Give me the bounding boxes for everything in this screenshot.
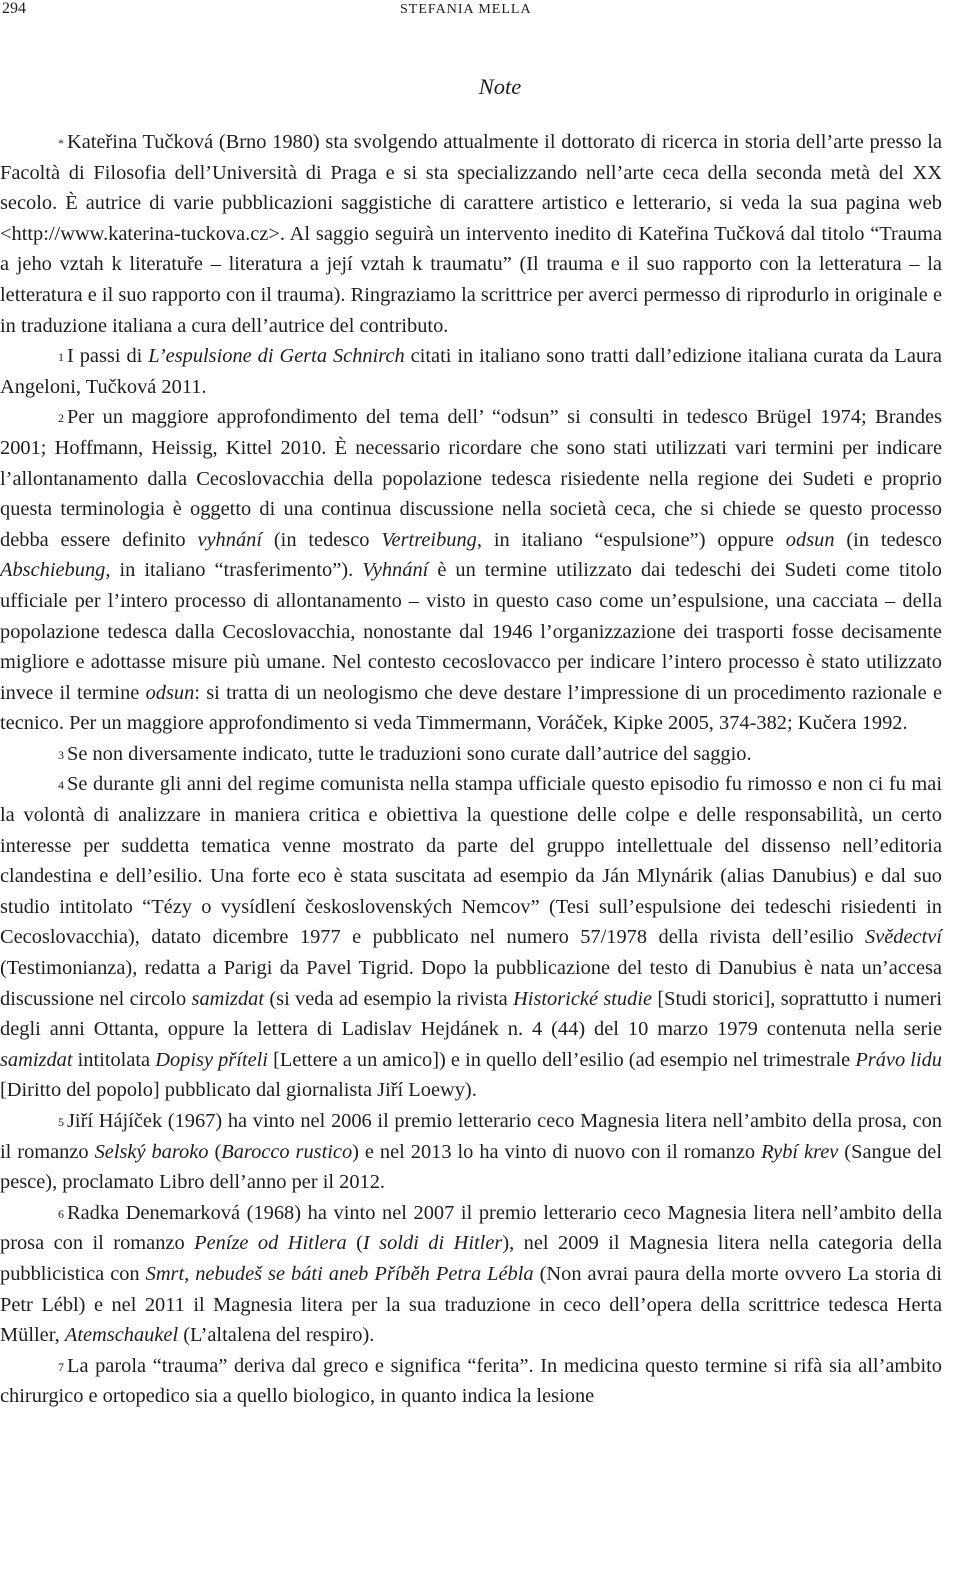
footnote-star	[0, 127, 942, 341]
footnote-mark: 2	[58, 411, 64, 426]
running-head: STEFANIA MELLA	[400, 2, 532, 17]
note-text: (in tedesco	[262, 528, 382, 551]
footnote-mark: 4	[58, 778, 64, 793]
note-text: (Testimonianza), redatta a Parigi da Pavel Tigrid. Dopo la pubblicazione del testo di Danubius è nata un’accesa discussione nel circolo	[0, 957, 942, 1010]
note-italic: L’espulsione di Gerta Schnirch	[148, 345, 405, 368]
note-italic: Selský baroko	[94, 1140, 209, 1163]
note-text: [Studi storici], soprattutto i numeri degli anni Ottanta, oppure la lettera di Ladislav Hejdánek n. 4 (44) del 10 marzo 1979 contenuta nella serie	[0, 987, 942, 1041]
note-text: intitolata	[72, 1048, 156, 1071]
note-italic: Smrt, nebudeš se báti aneb Příběh Petra Lébla	[145, 1262, 534, 1285]
note-italic: Právo lidu	[855, 1048, 942, 1071]
footnote-5	[0, 1106, 942, 1198]
note-text: citati in italiano sono tratti dall’edizione italiana curata da Laura Angeloni, Tučková 2011.	[0, 345, 942, 398]
note-italic: Dopisy příteli	[155, 1048, 268, 1071]
note-text: (Non avrai paura della morte ovvero La storia di Petr Lébl) e nel 2011 il Magnesia litera per la sua traduzione in ceco dell’opera della scrittrice tedesca Herta Müller,	[0, 1262, 942, 1347]
note-text: ) e nel 2013 lo ha vinto di nuovo con il romanzo	[352, 1140, 762, 1163]
note-text: : si tratta di un neologismo che deve destare l’impressione di un procedimento razionale e tecnico. Per un maggiore approfondimento si veda Timmermann, Voráček, Kipke 2005, 374-382; Kučera 1992.	[0, 681, 942, 735]
footnote-mark: 7	[58, 1359, 64, 1374]
note-text: (Sangue del pesce), proclamato Libro dell’anno per il 2012.	[0, 1140, 942, 1194]
note-text: Radka Denemarková (1968) ha vinto nel 2007 il premio letterario ceco Magnesia litera nell’ambito della prosa con il romanzo	[0, 1201, 942, 1255]
note-text: (L’altalena del respiro).	[178, 1324, 375, 1347]
note-text: Kateřina Tučková (Brno 1980) sta svolgendo attualmente il dottorato di ricerca in storia dell’arte presso la Facoltà di Filosofia dell’Università di Praga e si sta specializzando nell’arte ceca della seconda metà del XX secolo. È autrice di varie pubblicazioni saggistiche di carattere artistico e letterario, si veda la sua pagina web <http://www.katerina-tuckova.cz>. Al saggio seguirà un intervento inedito di Kateřina Tučková dal titolo “Trauma a jeho vztah k literatuře – literatura a její vztah k traumatu” (Il trauma e il suo rapporto con la letteratura – la letteratura e il suo rapporto con il trauma). Ringraziamo la scrittrice per averci permesso di riprodurlo in originale e in traduzione italiana a cura dell’autrice del contributo.	[0, 131, 942, 337]
footnote-mark: 6	[58, 1206, 64, 1221]
footnote-mark: 5	[58, 1115, 64, 1129]
footnote-3	[0, 739, 942, 770]
footnote-mark: *	[58, 136, 64, 150]
page-number: 294	[2, 0, 26, 17]
note-italic: Svědectví	[865, 926, 942, 949]
note-text: (in tedesco	[834, 528, 942, 551]
note-italic: Barocco rustico	[221, 1140, 353, 1163]
footnotes	[0, 127, 942, 1412]
footnote-1	[0, 341, 942, 402]
note-italic: Atemschaukel	[64, 1324, 179, 1347]
note-text: ), nel 2009 il Magnesia litera nella categoria della pubblicistica con	[0, 1232, 942, 1285]
note-text: [Lettere a un amico]) e in quello dell’esilio (ad esempio nel trimestrale	[267, 1048, 856, 1071]
footnote-4	[0, 769, 942, 1106]
note-italic: Historické studie	[513, 987, 653, 1010]
note-text: (	[346, 1232, 363, 1255]
section-title: Note	[478, 74, 522, 99]
footnote-7	[0, 1351, 942, 1412]
note-text: Jiří Hájíček (1967) ha vinto nel 2006 il premio letterario ceco Magnesia litera nell’ambito della prosa, con il romanzo	[0, 1110, 942, 1163]
note-text: , in italiano “espulsione”) oppure	[476, 528, 786, 551]
note-italic: samizdat	[191, 987, 265, 1010]
note-italic: Rybí krev	[761, 1140, 839, 1163]
note-text: , in italiano “trasferimento”).	[105, 559, 363, 582]
note-text: I passi di	[67, 345, 149, 368]
footnote-6	[0, 1198, 942, 1351]
note-italic: I soldi di Hitler	[362, 1232, 503, 1255]
note-text: è un termine utilizzato dai tedeschi dei Sudeti come titolo ufficiale per l’intero processo di allontanamento – visto in questo caso come un’espulsione, una cacciata – della popolazione tedesca dalla Cecoslovacchia, nonostante dal 1946 l’organizzazione dei trasporti fosse decisamente migliore e adottasse misure più umane. Nel contesto cecoslovacco per indicare l’intero processo è stato utilizzato invece il termine	[0, 559, 942, 704]
page-header	[0, 0, 960, 26]
note-text: La parola “trauma” deriva dal greco e significa “ferita”. In medicina questo termine si rifà sia all’ambito chirurgico e ortopedico sia a quello biologico, in quanto indica la lesione	[0, 1354, 942, 1408]
note-italic: Vyhnání	[362, 559, 429, 582]
note-italic: Abschiebung	[0, 559, 106, 582]
note-text: Per un maggiore approfondimento del tema dell’ “odsun” si consulti in tedesco Brügel 1974; Brandes 2001; Hoffmann, Heissig, Kittel 2010. È necessario ricordare che sono stati utilizzati vari termini per indicare l’allontanamento dalla Cecoslovacchia della popolazione tedesca risiedente nella regione dei Sudeti e proprio questa terminologia è oggetto di una continua discussione nella società ceca, che si chiede se questo processo debba essere definito	[0, 406, 942, 551]
note-text: (si veda ad esempio la rivista	[264, 987, 514, 1010]
note-text: Se non diversamente indicato, tutte le traduzioni sono curate dall’autrice del saggio.	[67, 742, 752, 765]
note-italic: odsun	[785, 528, 835, 551]
note-italic: Peníze od Hitlera	[194, 1232, 347, 1255]
footnote-2	[0, 402, 942, 739]
note-text: (	[208, 1140, 222, 1163]
note-italic: odsun	[145, 681, 195, 704]
note-text: [Diritto del popolo] pubblicato dal giornalista Jiří Loewy).	[0, 1079, 477, 1102]
note-italic: Vertreibung	[381, 528, 477, 551]
footnote-mark: 3	[58, 747, 64, 762]
footnote-mark: 1	[58, 350, 64, 365]
note-italic: samizdat	[0, 1048, 73, 1071]
note-italic: vyhnání	[197, 528, 263, 551]
note-text: Se durante gli anni del regime comunista nella stampa ufficiale questo episodio fu rimosso e non ci fu mai la volontà di analizzare in maniera critica e obiettiva la questione delle colpe e delle responsabilità, un certo interesse per suddetta tematica venne mostrato da parte del gruppo intellettuale del dissenso nell’editoria clandestina e dell’esilio. Una forte eco è stata suscitata ad esempio da Ján Mlynárik (alias Danubius) e dal suo studio intitolato “Tézy o vysídlení československých Nemcov” (Tesi sull’espulsione dei tedeschi risiedenti in Cecoslovacchia), datato dicembre 1977 e pubblicato nel numero 57/1978 della rivista dell’esilio	[0, 773, 942, 949]
